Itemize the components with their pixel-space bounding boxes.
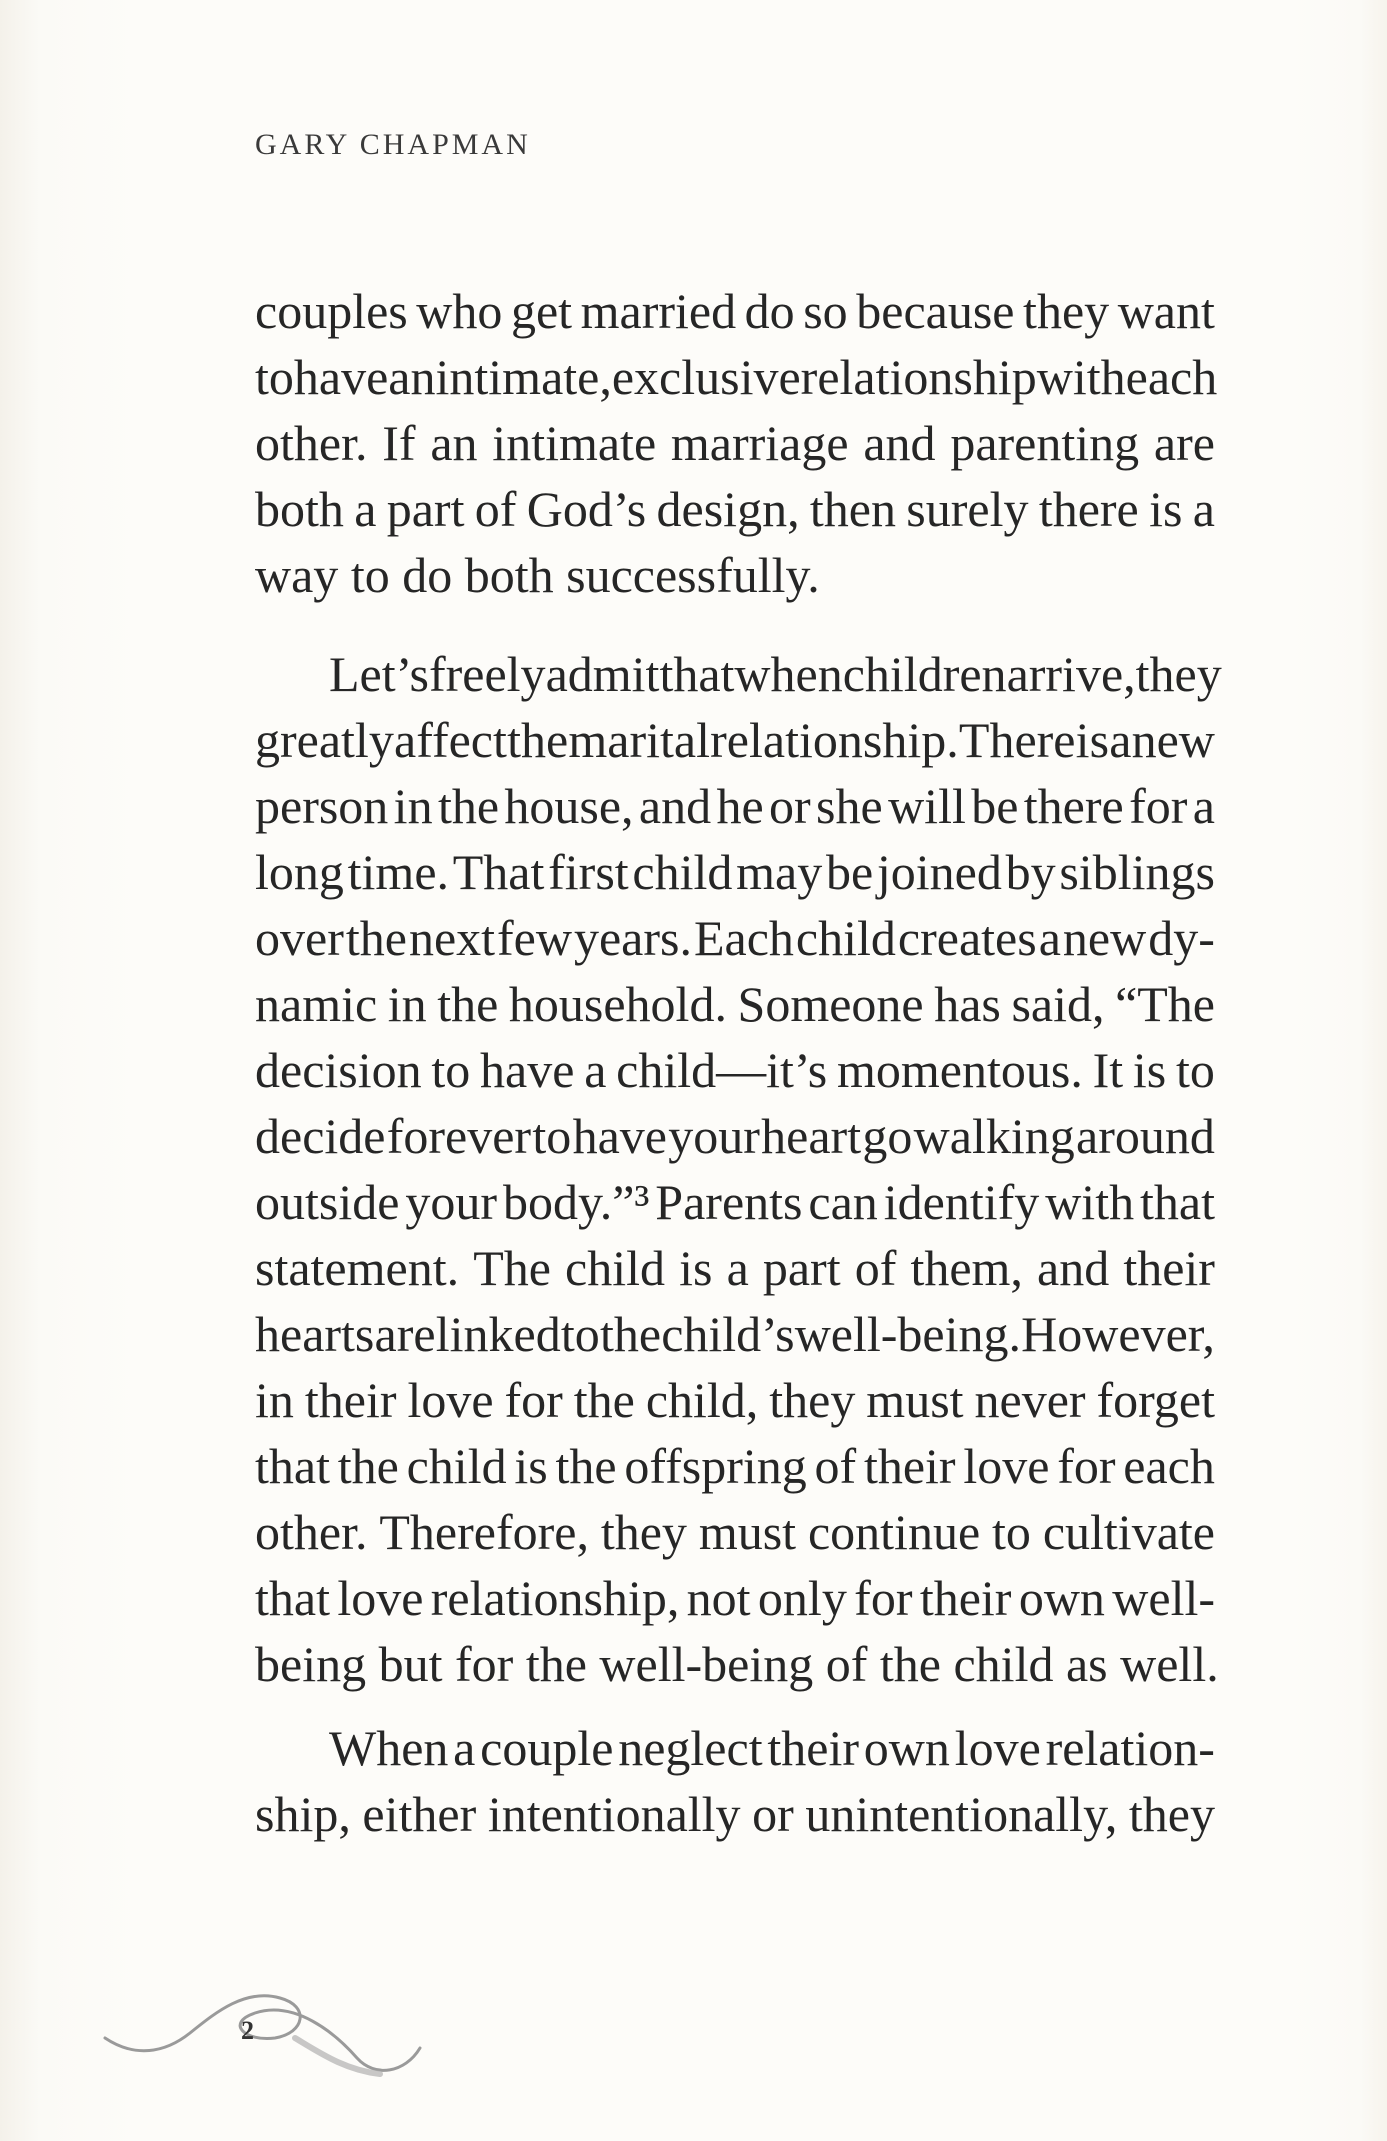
word: love xyxy=(963,1438,1050,1494)
word: only xyxy=(757,1570,847,1626)
word: she xyxy=(816,778,883,834)
word: to xyxy=(350,547,390,603)
word: but xyxy=(378,1636,443,1692)
word: child xyxy=(565,1240,666,1296)
word: child xyxy=(953,1636,1054,1692)
word: well. xyxy=(1120,1636,1219,1692)
word: the xyxy=(337,1438,399,1494)
text-line xyxy=(255,1037,1215,1103)
word: an xyxy=(388,349,436,405)
flourish-ornament-icon xyxy=(95,1978,435,2088)
word: either xyxy=(362,1786,477,1842)
word: statement. xyxy=(255,1240,460,1296)
word: a xyxy=(354,481,377,537)
word: the xyxy=(555,1438,617,1494)
word: the xyxy=(573,1372,635,1428)
word: freely xyxy=(428,646,546,702)
word: new xyxy=(1062,910,1147,966)
word: Someone xyxy=(737,976,924,1032)
text-line xyxy=(255,773,1215,839)
word: forever xyxy=(386,1108,532,1164)
text-line xyxy=(255,1715,1215,1781)
word: offspring xyxy=(624,1438,807,1494)
word: and xyxy=(638,778,712,834)
text-line xyxy=(255,1499,1215,1565)
word: That xyxy=(452,844,545,900)
word: affect xyxy=(394,712,507,768)
text-line xyxy=(255,839,1215,905)
word: Let’s xyxy=(329,646,429,702)
word: The xyxy=(473,1240,551,1296)
word: for xyxy=(1057,1438,1116,1494)
text-line xyxy=(255,1781,1215,1847)
word: they xyxy=(1128,1786,1215,1842)
word: be xyxy=(971,778,1019,834)
word: love xyxy=(407,1372,494,1428)
word: and xyxy=(1037,1240,1110,1296)
text-line xyxy=(255,1103,1215,1169)
word: them, xyxy=(910,1240,1023,1296)
word: never xyxy=(974,1372,1086,1428)
text-line xyxy=(255,344,1218,410)
word: be xyxy=(825,844,874,900)
word: around xyxy=(1076,1108,1215,1164)
word: relation- xyxy=(1045,1720,1215,1776)
word: part xyxy=(386,481,465,537)
word: is xyxy=(1149,481,1183,537)
text-line xyxy=(255,476,1215,542)
word: surely xyxy=(906,481,1029,537)
word: do xyxy=(402,547,453,603)
word: that xyxy=(255,1570,330,1626)
text-line xyxy=(255,905,1215,971)
word: forget xyxy=(1096,1372,1215,1428)
word: in xyxy=(387,976,427,1032)
word: to xyxy=(255,349,294,405)
word: the xyxy=(599,1306,662,1362)
page-number: 2 xyxy=(241,2016,254,2045)
text-line xyxy=(255,641,1222,707)
word: for xyxy=(455,1636,514,1692)
word: in xyxy=(393,778,433,834)
word: walking xyxy=(913,1108,1075,1164)
paragraph-2 xyxy=(255,641,1222,1697)
word: own xyxy=(1018,1570,1105,1626)
word: is xyxy=(514,1438,548,1494)
word: other. xyxy=(255,415,368,471)
word: arrive, xyxy=(1006,646,1136,702)
word: may xyxy=(736,844,823,900)
word: when xyxy=(734,646,843,702)
text-line xyxy=(255,278,1215,344)
word: design, xyxy=(656,481,800,537)
word: relationship. xyxy=(710,712,959,768)
word: decision xyxy=(255,1042,422,1098)
word: unintentionally, xyxy=(805,1786,1118,1842)
word: they xyxy=(769,1372,856,1428)
word: There xyxy=(958,712,1076,768)
word: to xyxy=(560,1306,600,1362)
word: are xyxy=(374,1306,436,1362)
word: own xyxy=(863,1720,950,1776)
text-line xyxy=(255,1433,1215,1499)
word: so xyxy=(803,283,848,339)
word: they xyxy=(1023,283,1110,339)
word: Each xyxy=(693,910,794,966)
word: few xyxy=(497,910,572,966)
word: momentous. xyxy=(837,1042,1083,1098)
word: house, xyxy=(504,778,634,834)
word: intimate, xyxy=(435,349,612,405)
word: way xyxy=(255,547,339,603)
word: for xyxy=(1129,778,1188,834)
text-line xyxy=(255,1367,1215,1433)
paragraph-3 xyxy=(255,1715,1215,1847)
word: person xyxy=(255,778,389,834)
word: the xyxy=(879,1636,941,1692)
word: want xyxy=(1117,283,1215,339)
word: are xyxy=(1153,415,1215,471)
word: for xyxy=(504,1372,563,1428)
word: a xyxy=(584,1042,607,1098)
word: with xyxy=(1045,1174,1135,1230)
word: the xyxy=(507,712,569,768)
word: of xyxy=(825,1636,868,1692)
word: the xyxy=(345,910,407,966)
word: Parents xyxy=(655,1174,803,1230)
word: identify xyxy=(883,1174,1040,1230)
word: go xyxy=(862,1108,913,1164)
word: or xyxy=(752,1786,794,1842)
word: body.”³ xyxy=(502,1174,650,1230)
word: couples xyxy=(255,283,408,339)
word: said, xyxy=(1011,976,1105,1032)
word: joined xyxy=(876,844,1002,900)
word: the xyxy=(437,976,499,1032)
word: get xyxy=(510,283,573,339)
word: love xyxy=(337,1570,424,1626)
word: the xyxy=(525,1636,587,1692)
word: to xyxy=(532,1108,572,1164)
word: to xyxy=(1175,1042,1215,1098)
word: is xyxy=(679,1240,713,1296)
word: decide xyxy=(255,1108,386,1164)
word: to xyxy=(431,1042,471,1098)
word: well- xyxy=(1112,1570,1215,1626)
word: child xyxy=(632,844,733,900)
text-line xyxy=(255,1631,1219,1697)
word: have xyxy=(293,349,389,405)
running-head: GARY CHAPMAN xyxy=(255,128,531,161)
word: relationship, xyxy=(430,1570,680,1626)
word: other. xyxy=(255,1504,368,1560)
text-line xyxy=(255,542,1215,608)
word: God’s xyxy=(526,481,647,537)
word: child, xyxy=(645,1372,759,1428)
word: heart xyxy=(761,1108,862,1164)
word: hearts xyxy=(255,1306,375,1362)
word: household. xyxy=(508,976,727,1032)
word: However, xyxy=(1021,1306,1215,1362)
word: over xyxy=(255,910,344,966)
word: will xyxy=(888,778,966,834)
word: must xyxy=(866,1372,964,1428)
text-line xyxy=(255,1235,1215,1301)
word: of xyxy=(854,1240,897,1296)
word: parenting xyxy=(950,415,1140,471)
word: an xyxy=(430,415,478,471)
word: is xyxy=(1132,1042,1167,1098)
word: both xyxy=(464,547,554,603)
word: that xyxy=(255,1438,330,1494)
word: well-being. xyxy=(794,1306,1022,1362)
word: with xyxy=(1036,349,1126,405)
word: that xyxy=(1140,1174,1215,1230)
word: can xyxy=(808,1174,878,1230)
word: who xyxy=(416,283,503,339)
text-line xyxy=(255,1301,1215,1367)
word: “The xyxy=(1115,976,1215,1032)
word: couple xyxy=(480,1720,614,1776)
word: relationship xyxy=(800,349,1037,405)
word: Therefore, xyxy=(379,1504,589,1560)
word: being xyxy=(255,1636,367,1692)
word: the xyxy=(437,778,500,834)
word: there xyxy=(1038,481,1139,537)
word: continue xyxy=(807,1504,981,1560)
word: greatly xyxy=(255,712,394,768)
word: child xyxy=(406,1438,507,1494)
word: neglect xyxy=(618,1720,763,1776)
word: new xyxy=(1131,712,1215,768)
word: have xyxy=(572,1108,667,1164)
word: both xyxy=(255,481,344,537)
word: long xyxy=(255,844,344,900)
word: a xyxy=(1192,778,1215,834)
word: child—it’s xyxy=(616,1042,828,1098)
word: their xyxy=(767,1720,860,1776)
word: next xyxy=(408,910,496,966)
word: in xyxy=(255,1372,294,1428)
word: When xyxy=(329,1720,449,1776)
word: of xyxy=(474,481,517,537)
word: time. xyxy=(347,844,450,900)
text-line xyxy=(255,410,1215,476)
word: love xyxy=(954,1720,1041,1776)
word: a xyxy=(453,1720,476,1776)
word: of xyxy=(814,1438,857,1494)
word: It xyxy=(1092,1042,1124,1098)
word: namic xyxy=(255,976,378,1032)
word: that xyxy=(659,646,735,702)
word: If xyxy=(382,415,416,471)
word: not xyxy=(686,1570,751,1626)
text-line xyxy=(255,1565,1215,1631)
word: as xyxy=(1065,1636,1108,1692)
word: intentionally xyxy=(487,1786,741,1842)
word: marital xyxy=(568,712,710,768)
word: their xyxy=(863,1438,956,1494)
paragraph-1 xyxy=(255,278,1218,608)
word: your xyxy=(405,1174,498,1230)
word: each xyxy=(1123,1438,1215,1494)
word: by xyxy=(1005,844,1056,900)
word: admit xyxy=(545,646,660,702)
word: part xyxy=(762,1240,841,1296)
word: then xyxy=(809,481,896,537)
word: dy- xyxy=(1148,910,1215,966)
word: intimate xyxy=(492,415,657,471)
word: must xyxy=(698,1504,797,1560)
word: each xyxy=(1125,349,1218,405)
word: he xyxy=(716,778,764,834)
word: creates xyxy=(897,910,1037,966)
word: ship, xyxy=(255,1786,351,1842)
word: cultivate xyxy=(1042,1504,1215,1560)
word: child’s xyxy=(661,1306,795,1362)
word: married xyxy=(580,283,737,339)
word: linked xyxy=(435,1306,561,1362)
word: is xyxy=(1075,712,1110,768)
word: children xyxy=(842,646,1007,702)
word: a xyxy=(1192,481,1215,537)
word: do xyxy=(744,283,795,339)
word: and xyxy=(863,415,936,471)
word: well-being xyxy=(599,1636,814,1692)
text-line xyxy=(255,971,1215,1037)
word: marriage xyxy=(670,415,849,471)
word: because xyxy=(856,283,1015,339)
word: there xyxy=(1023,778,1124,834)
text-line xyxy=(255,1169,1215,1235)
word: siblings xyxy=(1059,844,1215,900)
word: successfully. xyxy=(566,547,820,603)
word: a xyxy=(1109,712,1132,768)
word: a xyxy=(1038,910,1061,966)
word: your xyxy=(668,1108,760,1164)
word: have xyxy=(480,1042,575,1098)
word: exclusive xyxy=(611,349,801,405)
text-line xyxy=(255,707,1215,773)
word: their xyxy=(304,1372,397,1428)
word: or xyxy=(769,778,811,834)
word: they xyxy=(600,1504,687,1560)
word: first xyxy=(548,844,629,900)
word: a xyxy=(726,1240,749,1296)
word: to xyxy=(992,1504,1031,1560)
word: their xyxy=(1123,1240,1215,1296)
word: child xyxy=(795,910,896,966)
word: for xyxy=(854,1570,913,1626)
word: outside xyxy=(255,1174,400,1230)
word: their xyxy=(919,1570,1012,1626)
word: years. xyxy=(573,910,692,966)
word: has xyxy=(934,976,1001,1032)
word: they xyxy=(1135,646,1222,702)
